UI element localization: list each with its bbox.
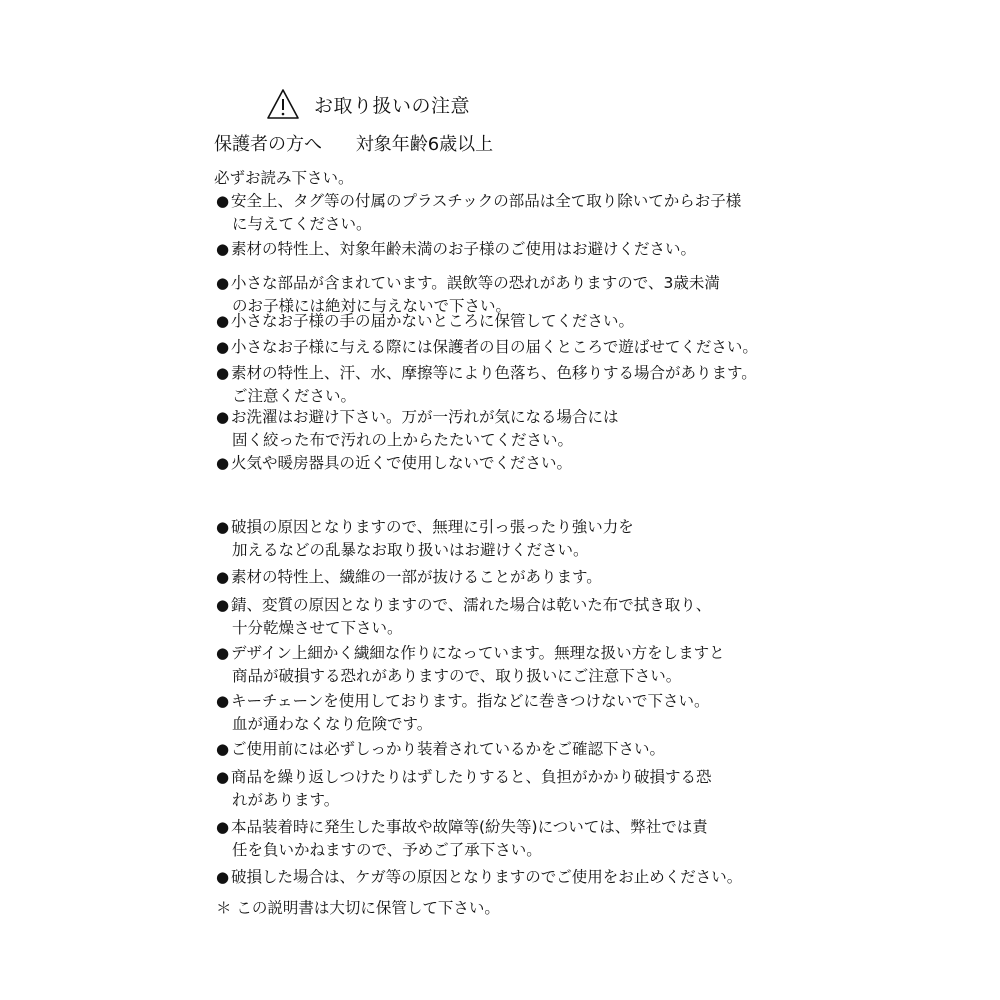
caution-text-line2: れがあります。 (232, 791, 340, 809)
bullet-icon: ● (216, 644, 230, 662)
bullet-icon: ● (216, 518, 230, 536)
caution-text-line1: 錆、変質の原因となりますので、濡れた場合は乾いた布で拭き取り、 (231, 596, 712, 614)
caution-text-line1: 小さな部品が含まれています。誤飲等の恐れがありますので、3歳未満 (231, 274, 720, 292)
age-notice: 対象年齢6歳以上 (355, 134, 494, 155)
caution-text-line1: 素材の特性上、対象年齢未満のお子様のご使用はお避けください。 (231, 240, 697, 258)
caution-text-line2: のお子様には絶対に与えないで下さい。 (232, 297, 512, 315)
intro-text: 必ずお読み下さい。 (214, 169, 354, 187)
warning-triangle-icon (266, 88, 300, 120)
caution-text-line1: 小さなお子様に与える際には保護者の目の届くところで遊ばせてください。 (231, 338, 758, 356)
bullet-icon: ● (216, 364, 230, 382)
bullet-icon: ● (216, 818, 230, 836)
caution-item (216, 516, 816, 562)
caution-item (216, 642, 816, 688)
page-title: お取り扱いの注意 (314, 94, 471, 117)
caution-text-line2: 加えるなどの乱暴なお取り扱いはお避けください。 (232, 541, 589, 559)
audience-label: 保護者の方へ (214, 134, 322, 155)
bullet-icon: ● (216, 868, 230, 886)
caution-text-line2: に与えてください。 (232, 215, 372, 233)
bullet-icon: ● (216, 568, 230, 586)
caution-item (216, 766, 816, 812)
caution-text-line1: キーチェーンを使用しております。指などに巻きつけないで下さい。 (231, 692, 710, 710)
caution-item (216, 816, 816, 862)
caution-text-line1: 素材の特性上、繊維の一部が抜けることがあります。 (231, 568, 602, 586)
bullet-icon: ● (216, 192, 230, 210)
caution-text-line1: 火気や暖房器具の近くで使用しないでください。 (231, 454, 573, 472)
bullet-icon: ● (216, 240, 230, 258)
caution-text-line1: 破損の原因となりますので、無理に引っ張ったり強い力を (231, 518, 634, 536)
caution-item (216, 866, 816, 889)
caution-item (216, 594, 816, 640)
caution-text-line2: ご注意ください。 (232, 387, 357, 405)
bullet-icon: ● (216, 408, 230, 426)
caution-item (216, 406, 816, 452)
caution-item (216, 452, 816, 475)
caution-text-line1: 破損した場合は、ケガ等の原因となりますのでご使用をお止めください。 (231, 868, 743, 886)
title-row (266, 86, 470, 122)
bullet-icon: ● (216, 596, 230, 614)
caution-item (216, 362, 816, 408)
caution-text-line1: デザイン上細かく繊細な作りになっています。無理な扱い方をしますと (231, 644, 725, 662)
caution-text-line2: 商品が破損する恐れがありますので、取り扱いにご注意下さい。 (232, 667, 682, 685)
caution-text-line1: ご使用前には必ずしっかり装着されているかをご確認下さい。 (231, 740, 666, 758)
caution-text-line2: 血が通わなくなり危険です。 (232, 715, 433, 733)
caution-text-line1: 本品装着時に発生した事故や故障等(紛失等)については、弊社では責 (231, 818, 708, 836)
footnote: ＊ この説明書は大切に保管して下さい。 (216, 899, 500, 917)
caution-text-line1: 商品を繰り返しつけたりはずしたりすると、負担がかかり破損する恐 (231, 768, 712, 786)
caution-text-line2: 十分乾燥させて下さい。 (232, 619, 403, 637)
caution-item (216, 690, 816, 736)
caution-text-line1: 小さなお子様の手の届かないところに保管してください。 (231, 312, 635, 330)
bullet-icon: ● (216, 692, 230, 710)
caution-text-line2: 任を負いかねますので、予めご了承下さい。 (232, 841, 542, 859)
caution-text-line1: 安全上、タグ等の付属のプラスチックの部品は全て取り除いてからお子様 (231, 192, 742, 210)
bullet-icon: ● (216, 768, 230, 786)
caution-text-line1: 素材の特性上、汗、水、摩擦等により色落ち、色移りする場合があります。 (231, 364, 757, 382)
caution-text-line1: お洗濯はお避け下さい。万が一汚れが気になる場合には (231, 408, 619, 426)
caution-item (216, 566, 816, 589)
audience-row (214, 130, 493, 156)
bullet-icon: ● (216, 740, 230, 758)
caution-item (216, 238, 816, 261)
bullet-icon: ● (216, 338, 230, 356)
bullet-icon: ● (216, 454, 230, 472)
caution-item (216, 738, 816, 761)
bullet-icon: ● (216, 312, 230, 330)
caution-item (216, 310, 816, 333)
bullet-icon: ● (216, 274, 230, 292)
caution-item (216, 190, 816, 236)
caution-text-line2: 固く絞った布で汚れの上からたたいてください。 (232, 431, 574, 449)
caution-item (216, 336, 816, 359)
